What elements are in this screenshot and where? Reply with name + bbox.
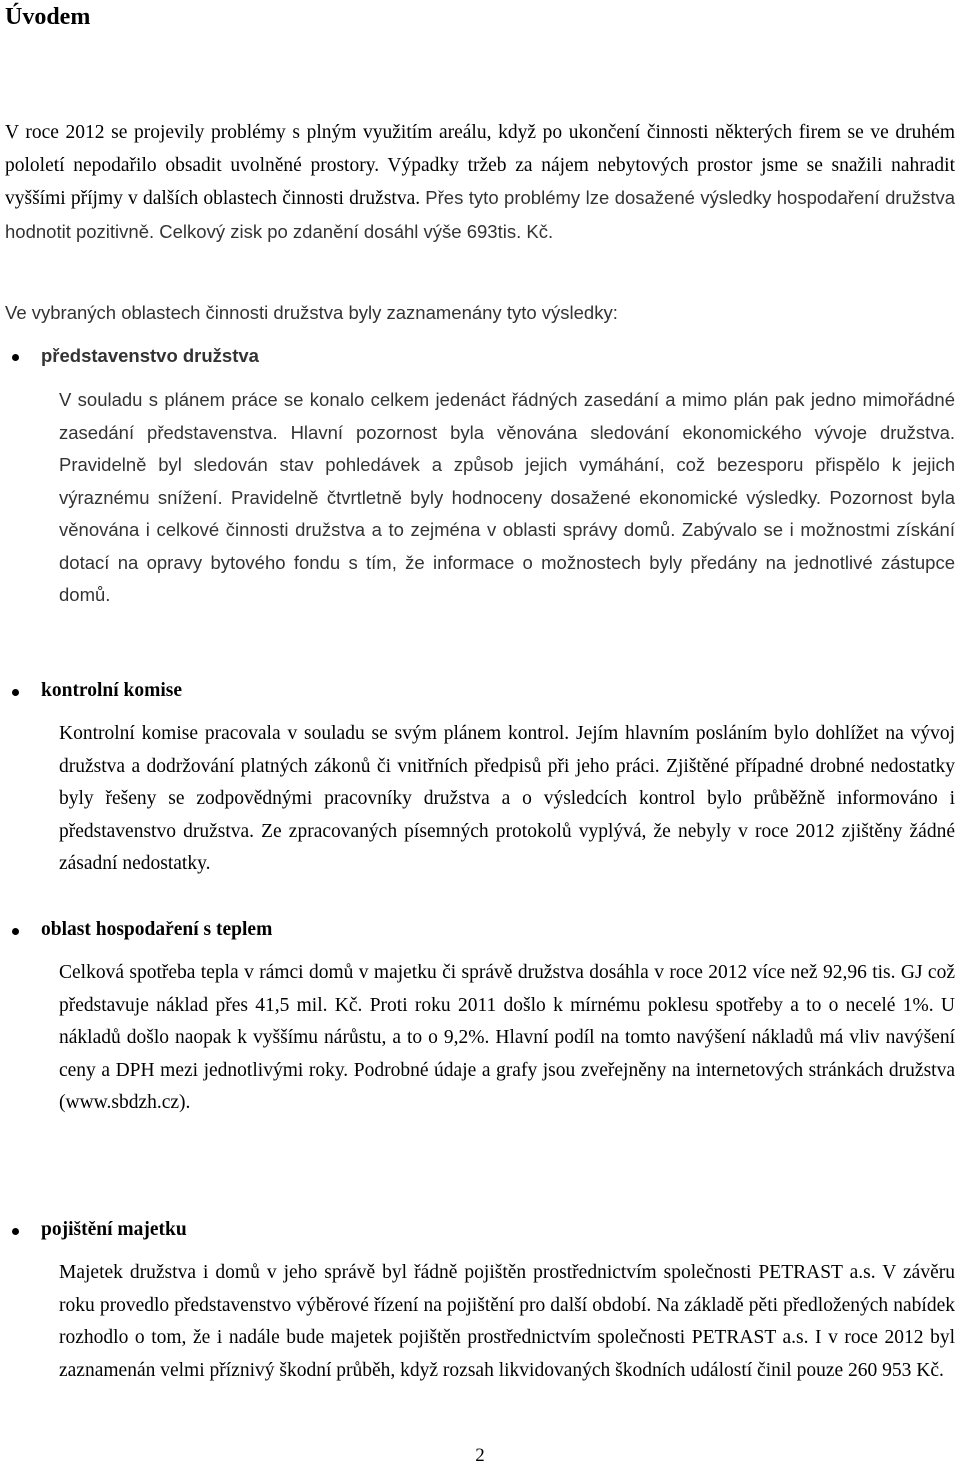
- section-title-heating: oblast hospodaření s teplem: [41, 919, 273, 940]
- section-header-heating: [0, 914, 960, 946]
- intro-text-serif: V roce 2012 se projevily problémy s plným využitím areálu, když po ukončení činnosti některých firem se ve druhém pololetí nepodařilo obsadit uvolněné prostory. Výpadky tržeb za nájem nebytových prostor jsme se snažili nahradit vyššími příjmy v dalších oblastech činnosti družstva.: [5, 122, 955, 209]
- page-number: 2: [475, 1445, 485, 1466]
- results-intro: Ve vybraných oblastech činnosti družstva byly zaznamenány tyto výsledky:: [5, 302, 618, 323]
- bullet-icon: [12, 928, 19, 935]
- section-body-insurance: Majetek družstva i domů v jeho správě byl řádně pojištěn prostřednictvím společnosti PETRAST a.s. V závěru roku provedlo představenstvo výběrové řízení na pojištění pro další období. Na základě pěti předložených nabídek rozhodlo o tom, že i nadále bude majetek pojištěn prostřednictvím společnosti PETRAST a.s. I v roce 2012 byl zaznamenán velmi příznivý škodní průběh, když rozsah likvidovaných škodních událostí činil pouze 260 953 Kč.: [59, 1262, 955, 1381]
- bullet-icon: [12, 689, 19, 696]
- section-body-audit: Kontrolní komise pracovala v souladu se svým plánem kontrol. Jejím hlavním posláním bylo dohlížet na vývoj družstva a dodržování platných zákonů či vnitřních předpisů při jeho práci. Zjištěné případné drobné nedostatky byly řešeny se zodpovědnými pracovníky družstva a o výsledcích kontrol bylo průběžně informováno i představenstvo družstva. Ze zpracovaných písemných protokolů vyplývá, že nebyly v roce 2012 zjištěny žádné zásadní nedostatky.: [59, 723, 955, 874]
- section-header-audit: [0, 675, 960, 707]
- page-title: Úvodem: [5, 4, 91, 30]
- bullet-icon: [12, 1228, 19, 1235]
- section-body-heating: Celková spotřeba tepla v rámci domů v majetku či správě družstva dosáhla v roce 2012 více než 92,96 tis. GJ což představuje náklad přes 41,5 mil. Kč. Proti roku 2011 došlo k mírnému poklesu spotřeby a to o necelé 1%. U nákladů došlo naopak k vyššímu nárůstu, a to o 9,2%. Hlavní podíl na tomto navýšení nákladů má vliv navýšení ceny a DPH mezi jednotlivými roky. Podrobné údaje a grafy jsou zveřejněny na internetových stránkách družstva (www.sbdzh.cz).: [59, 962, 955, 1113]
- section-header-insurance: [0, 1214, 960, 1246]
- section-body-board: V souladu s plánem práce se konalo celkem jedenáct řádných zasedání a mimo plán pak jedno mimořádné zasedání představenstva. Hlavní pozornost byla věnována sledování ekonomického vývoje družstva. Pravidelně byl sledován stav pohledávek a způsob jejich vymáhání, což bezesporu přispělo k jejich výraznému snížení. Pravidelně čtvrtletně byly hodnoceny dosažené ekonomické výsledky. Pozornost byla věnována i celkové činnosti družstva a to zejména v oblasti správy domů. Zabývalo se i možnostmi získání dotací na opravy bytového fondu s tím, že informace o možnostech byly předány na jednotlivé zástupce domů.: [59, 389, 955, 605]
- intro-paragraph: [5, 117, 955, 249]
- section-title-audit: kontrolní komise: [41, 680, 183, 701]
- section-title-insurance: pojištění majetku: [41, 1219, 187, 1240]
- section-title-board: představenstvo družstva: [41, 345, 259, 366]
- bullet-icon: [12, 354, 19, 361]
- section-header-board: [0, 340, 960, 372]
- intro-text-sans: Přes tyto problémy lze dosažené výsledky hospodaření družstva hodnotit pozitivně. Celkový zisk po zdanění dosáhl výše 693tis. Kč.: [5, 187, 955, 242]
